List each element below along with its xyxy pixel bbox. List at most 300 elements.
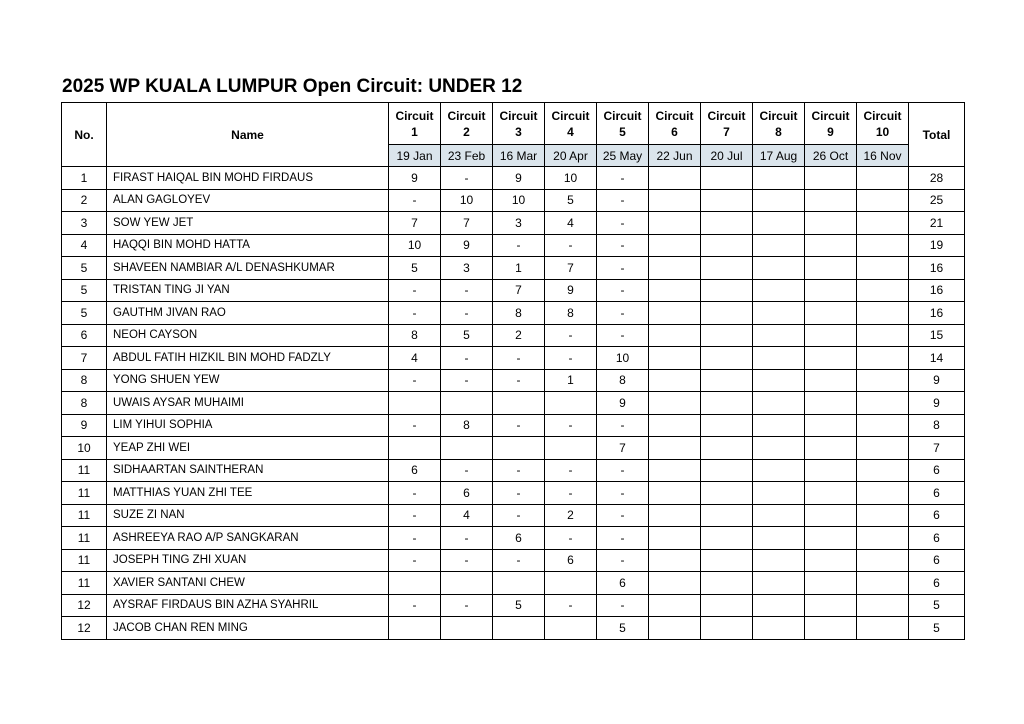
rank-cell: 11 [62,549,107,572]
header-circuit-7 [701,103,753,145]
score-cell [649,212,701,235]
score-cell [649,437,701,460]
circuit-number: 7 [723,124,730,139]
table-row [62,347,965,370]
player-name-cell: SUZE ZI NAN [107,504,389,527]
score-cell [649,482,701,505]
score-cell [649,189,701,212]
player-name-cell: ASHREEYA RAO A/P SANGKARAN [107,527,389,550]
player-name-cell: JACOB CHAN REN MING [107,617,389,640]
score-cell [857,617,909,640]
score-cell [857,302,909,325]
score-cell: 8 [545,302,597,325]
score-cell: 10 [597,347,649,370]
score-cell [805,189,857,212]
score-cell [701,302,753,325]
total-cell: 19 [909,234,965,257]
circuit-number: 5 [619,124,626,139]
header-date: 17 Aug [753,145,805,167]
rank-cell: 12 [62,617,107,640]
score-cell [441,617,493,640]
score-cell: 8 [441,414,493,437]
score-cell: - [597,549,649,572]
score-cell [857,167,909,190]
score-cell [857,392,909,415]
circuit-number: 1 [411,124,418,139]
score-cell [701,549,753,572]
score-cell: - [389,279,441,302]
score-cell: 5 [545,189,597,212]
score-cell [441,572,493,595]
score-cell [701,459,753,482]
score-cell [805,167,857,190]
score-cell [857,504,909,527]
score-cell [649,369,701,392]
player-name-cell: SOW YEW JET [107,212,389,235]
total-cell: 5 [909,617,965,640]
score-cell [441,437,493,460]
score-cell [701,212,753,235]
player-name-cell: UWAIS AYSAR MUHAIMI [107,392,389,415]
table-row [62,257,965,280]
score-cell: - [545,234,597,257]
score-cell: - [545,527,597,550]
rank-cell: 11 [62,482,107,505]
score-cell [701,594,753,617]
header-circuit-10 [857,103,909,145]
score-cell: - [597,279,649,302]
score-cell [649,527,701,550]
circuit-word: Circuit [811,108,850,123]
player-name-cell: ALAN GAGLOYEV [107,189,389,212]
score-cell: 7 [441,212,493,235]
header-date: 26 Oct [805,145,857,167]
score-cell: - [493,347,545,370]
score-cell [701,189,753,212]
header-date: 23 Feb [441,145,493,167]
score-cell: 1 [493,257,545,280]
score-cell: - [597,459,649,482]
table-row [62,504,965,527]
score-cell [753,549,805,572]
header-circuit-9 [805,103,857,145]
score-cell [649,234,701,257]
player-name-cell: NEOH CAYSON [107,324,389,347]
score-cell: - [441,167,493,190]
score-cell: - [597,324,649,347]
score-cell [701,167,753,190]
score-cell: - [545,324,597,347]
table-row [62,549,965,572]
rank-cell: 2 [62,189,107,212]
score-cell [649,302,701,325]
score-cell: 4 [389,347,441,370]
score-cell: - [389,414,441,437]
score-cell [753,257,805,280]
player-name-cell: YONG SHUEN YEW [107,369,389,392]
score-cell [701,527,753,550]
score-cell [753,572,805,595]
circuit-word: Circuit [551,108,590,123]
player-name-cell: AYSRAF FIRDAUS BIN AZHA SYAHRIL [107,594,389,617]
rank-cell: 8 [62,392,107,415]
total-cell: 15 [909,324,965,347]
score-cell [701,414,753,437]
table-row [62,189,965,212]
score-cell: - [441,279,493,302]
score-cell: - [441,527,493,550]
score-cell [545,617,597,640]
score-cell [857,414,909,437]
circuit-word: Circuit [863,108,902,123]
total-cell: 9 [909,392,965,415]
score-cell [753,234,805,257]
table-row [62,617,965,640]
header-date: 16 Nov [857,145,909,167]
table-row [62,167,965,190]
rank-cell: 9 [62,414,107,437]
player-name-cell: YEAP ZHI WEI [107,437,389,460]
score-cell [649,504,701,527]
score-cell [753,459,805,482]
score-cell [805,369,857,392]
score-cell: 3 [493,212,545,235]
score-cell [649,347,701,370]
score-cell [805,212,857,235]
header-date: 20 Apr [545,145,597,167]
score-cell: - [597,482,649,505]
score-cell: - [545,347,597,370]
table-row [62,212,965,235]
score-cell: - [597,504,649,527]
score-cell: - [493,369,545,392]
score-cell [857,549,909,572]
score-cell: 5 [441,324,493,347]
circuit-word: Circuit [603,108,642,123]
score-cell: - [389,482,441,505]
header-date: 20 Jul [701,145,753,167]
header-circuit-1 [389,103,441,145]
score-cell [701,234,753,257]
score-cell: - [389,527,441,550]
score-cell: - [545,414,597,437]
player-name-cell: JOSEPH TING ZHI XUAN [107,549,389,572]
score-cell: 5 [597,617,649,640]
circuit-word: Circuit [499,108,538,123]
total-cell: 16 [909,279,965,302]
score-cell [805,414,857,437]
score-cell [753,279,805,302]
score-cell [753,369,805,392]
score-cell [857,482,909,505]
score-cell: 6 [493,527,545,550]
header-date: 25 May [597,145,649,167]
table-row [62,392,965,415]
circuit-word: Circuit [707,108,746,123]
score-cell: 9 [597,392,649,415]
total-cell: 21 [909,212,965,235]
score-cell: 3 [441,257,493,280]
score-cell [753,482,805,505]
circuit-word: Circuit [759,108,798,123]
score-cell [701,347,753,370]
circuit-number: 2 [463,124,470,139]
score-cell [753,189,805,212]
player-name-cell: FIRAST HAIQAL BIN MOHD FIRDAUS [107,167,389,190]
circuit-word: Circuit [395,108,434,123]
score-cell: 7 [493,279,545,302]
score-cell [857,527,909,550]
score-cell [649,594,701,617]
score-cell [493,617,545,640]
score-cell [649,257,701,280]
score-cell: 6 [441,482,493,505]
score-cell: - [493,459,545,482]
score-cell [493,437,545,460]
score-cell [753,212,805,235]
score-cell [753,392,805,415]
header-circuit-5 [597,103,649,145]
total-cell: 8 [909,414,965,437]
score-cell [753,527,805,550]
score-cell: 8 [597,369,649,392]
player-name-cell: HAQQI BIN MOHD HATTA [107,234,389,257]
score-cell [545,392,597,415]
score-cell [753,302,805,325]
score-cell: 10 [545,167,597,190]
score-cell [649,572,701,595]
score-cell [805,549,857,572]
total-cell: 6 [909,482,965,505]
score-cell [701,437,753,460]
table-row [62,324,965,347]
score-cell [857,459,909,482]
rank-cell: 5 [62,302,107,325]
score-cell [701,279,753,302]
score-cell [701,257,753,280]
total-cell: 28 [909,167,965,190]
score-cell [649,167,701,190]
rank-cell: 3 [62,212,107,235]
score-cell [753,437,805,460]
circuit-word: Circuit [655,108,694,123]
header-circuit-6 [649,103,701,145]
score-cell: 5 [493,594,545,617]
table-row [62,594,965,617]
header-no: No. [62,103,107,167]
score-cell: 10 [493,189,545,212]
score-cell: 2 [545,504,597,527]
score-cell [805,302,857,325]
total-cell: 6 [909,504,965,527]
total-cell: 16 [909,257,965,280]
rank-cell: 1 [62,167,107,190]
score-cell: 9 [389,167,441,190]
score-cell [701,324,753,347]
score-cell: - [597,414,649,437]
score-cell: - [389,302,441,325]
score-cell [857,279,909,302]
score-cell: 9 [441,234,493,257]
score-cell [389,572,441,595]
score-cell [753,347,805,370]
standings-table [61,102,965,640]
score-cell [857,234,909,257]
player-name-cell: MATTHIAS YUAN ZHI TEE [107,482,389,505]
score-cell: - [597,527,649,550]
score-cell: 5 [389,257,441,280]
player-name-cell: LIM YIHUI SOPHIA [107,414,389,437]
page-title: 2025 WP KUALA LUMPUR Open Circuit: UNDER 12 [62,76,523,97]
score-cell: - [389,594,441,617]
score-cell: - [441,302,493,325]
score-cell [857,369,909,392]
score-cell [701,369,753,392]
score-cell [649,279,701,302]
rank-cell: 7 [62,347,107,370]
rank-cell: 4 [62,234,107,257]
score-cell [805,504,857,527]
score-cell: - [389,504,441,527]
rank-cell: 8 [62,369,107,392]
score-cell: - [597,302,649,325]
score-cell: - [545,482,597,505]
score-cell [753,324,805,347]
score-cell [857,347,909,370]
player-name-cell: ABDUL FATIH HIZKIL BIN MOHD FADZLY [107,347,389,370]
score-cell [857,189,909,212]
score-cell: 9 [493,167,545,190]
score-cell: - [389,549,441,572]
total-cell: 14 [909,347,965,370]
score-cell [389,617,441,640]
score-cell [805,482,857,505]
score-cell: 4 [545,212,597,235]
table-row [62,459,965,482]
score-cell: 6 [545,549,597,572]
score-cell: - [441,347,493,370]
header-circuit-4 [545,103,597,145]
total-cell: 6 [909,572,965,595]
score-cell [649,549,701,572]
score-cell [805,279,857,302]
score-cell: 1 [545,369,597,392]
player-name-cell: SHAVEEN NAMBIAR A/L DENASHKUMAR [107,257,389,280]
score-cell [857,572,909,595]
score-cell: 10 [441,189,493,212]
total-cell: 6 [909,549,965,572]
score-cell [493,572,545,595]
score-cell [701,482,753,505]
score-cell [753,504,805,527]
rank-cell: 5 [62,257,107,280]
total-cell: 5 [909,594,965,617]
circuit-word: Circuit [447,108,486,123]
score-cell [805,257,857,280]
score-cell: - [493,549,545,572]
score-cell: - [597,594,649,617]
score-cell [649,392,701,415]
score-cell: - [441,549,493,572]
score-cell [649,617,701,640]
score-cell: - [389,189,441,212]
score-cell: 8 [493,302,545,325]
table-row [62,234,965,257]
score-cell [857,257,909,280]
score-cell: 4 [441,504,493,527]
score-cell [857,212,909,235]
circuit-number: 4 [567,124,574,139]
total-cell: 6 [909,459,965,482]
score-cell [857,594,909,617]
player-name-cell: SIDHAARTAN SAINTHERAN [107,459,389,482]
score-cell: 7 [597,437,649,460]
table-row [62,527,965,550]
score-cell [649,414,701,437]
score-cell: 7 [389,212,441,235]
header-date: 19 Jan [389,145,441,167]
score-cell: 2 [493,324,545,347]
score-cell: 6 [389,459,441,482]
score-cell [701,617,753,640]
score-cell: 8 [389,324,441,347]
score-cell: 10 [389,234,441,257]
rank-cell: 11 [62,459,107,482]
score-cell: - [597,189,649,212]
circuit-number: 6 [671,124,678,139]
player-name-cell: GAUTHM JIVAN RAO [107,302,389,325]
header-name: Name [107,103,389,167]
score-cell: - [493,414,545,437]
table-row [62,437,965,460]
rank-cell: 6 [62,324,107,347]
score-cell: - [597,212,649,235]
score-cell [857,437,909,460]
header-circuit-3 [493,103,545,145]
score-cell: 6 [597,572,649,595]
rank-cell: 11 [62,572,107,595]
score-cell [805,324,857,347]
circuit-number: 9 [827,124,834,139]
score-cell [805,347,857,370]
score-cell: - [597,257,649,280]
rank-cell: 10 [62,437,107,460]
score-cell [701,504,753,527]
table-row [62,572,965,595]
score-cell [805,527,857,550]
score-cell [805,572,857,595]
score-cell [805,234,857,257]
total-cell: 9 [909,369,965,392]
total-cell: 7 [909,437,965,460]
header-circuit-8 [753,103,805,145]
rank-cell: 5 [62,279,107,302]
player-name-cell: TRISTAN TING JI YAN [107,279,389,302]
score-cell: - [597,234,649,257]
score-cell: - [441,594,493,617]
score-cell [805,459,857,482]
score-cell: - [441,459,493,482]
score-cell: - [493,504,545,527]
table-row [62,414,965,437]
total-cell: 16 [909,302,965,325]
score-cell [649,459,701,482]
header-circuit-2 [441,103,493,145]
score-cell [701,392,753,415]
score-cell [753,617,805,640]
header-date: 16 Mar [493,145,545,167]
score-cell [389,392,441,415]
